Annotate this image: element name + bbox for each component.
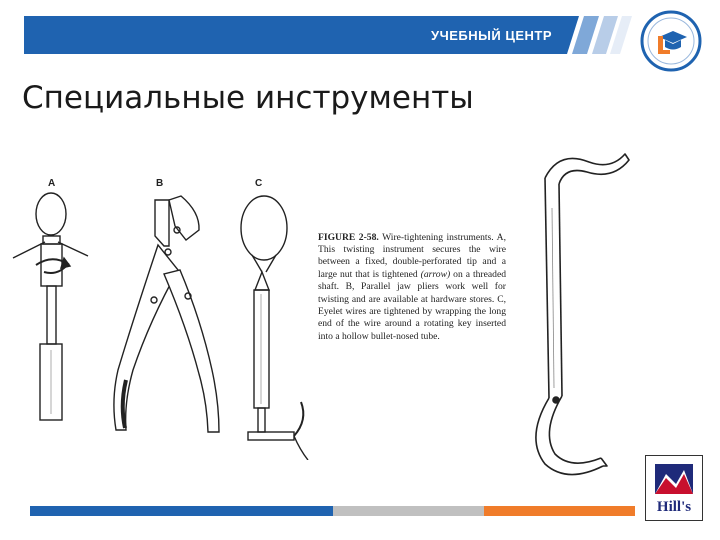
caption-text-1: Wire-tightening instruments. A, This twisting instrument secures the wire between a fixed, double-perforated tip and a large nut that is tightened: [318, 231, 506, 280]
caption-italic: (arrow): [420, 268, 451, 280]
caption-text-2: on a threaded shaft. B, Parallel jaw pliers work well for twisting and are available at hardware stores. C, Eyelet wires are tightened by wrapping the long end of the wire around a rotating key inserted into a hollow bullet-nosed tube.: [318, 268, 506, 342]
hills-emblem-icon: [646, 460, 702, 498]
figure-label-c: C: [255, 178, 263, 189]
header-banner: [24, 16, 632, 54]
hills-brand-text: Hill's: [656, 499, 692, 515]
hook-instrument-illustration: [515, 148, 640, 478]
tools-drawing: [8, 170, 313, 460]
hills-logo: [645, 455, 703, 521]
figure-caption: [318, 232, 506, 344]
footer-segment: [484, 506, 635, 516]
figure-label-b: B: [156, 178, 164, 189]
figure-label-a: A: [48, 178, 56, 189]
footer-segment: [333, 506, 484, 516]
figure-number: FIGURE 2-58.: [318, 231, 379, 243]
footer-bar: [30, 506, 635, 516]
banner-text: УЧЕБНЫЙ ЦЕНТР: [431, 28, 552, 43]
graduation-cap-icon: [640, 10, 702, 72]
page-title: Специальные инструменты: [22, 80, 474, 116]
tools-illustration: [8, 170, 313, 460]
footer-segment: [30, 506, 333, 516]
